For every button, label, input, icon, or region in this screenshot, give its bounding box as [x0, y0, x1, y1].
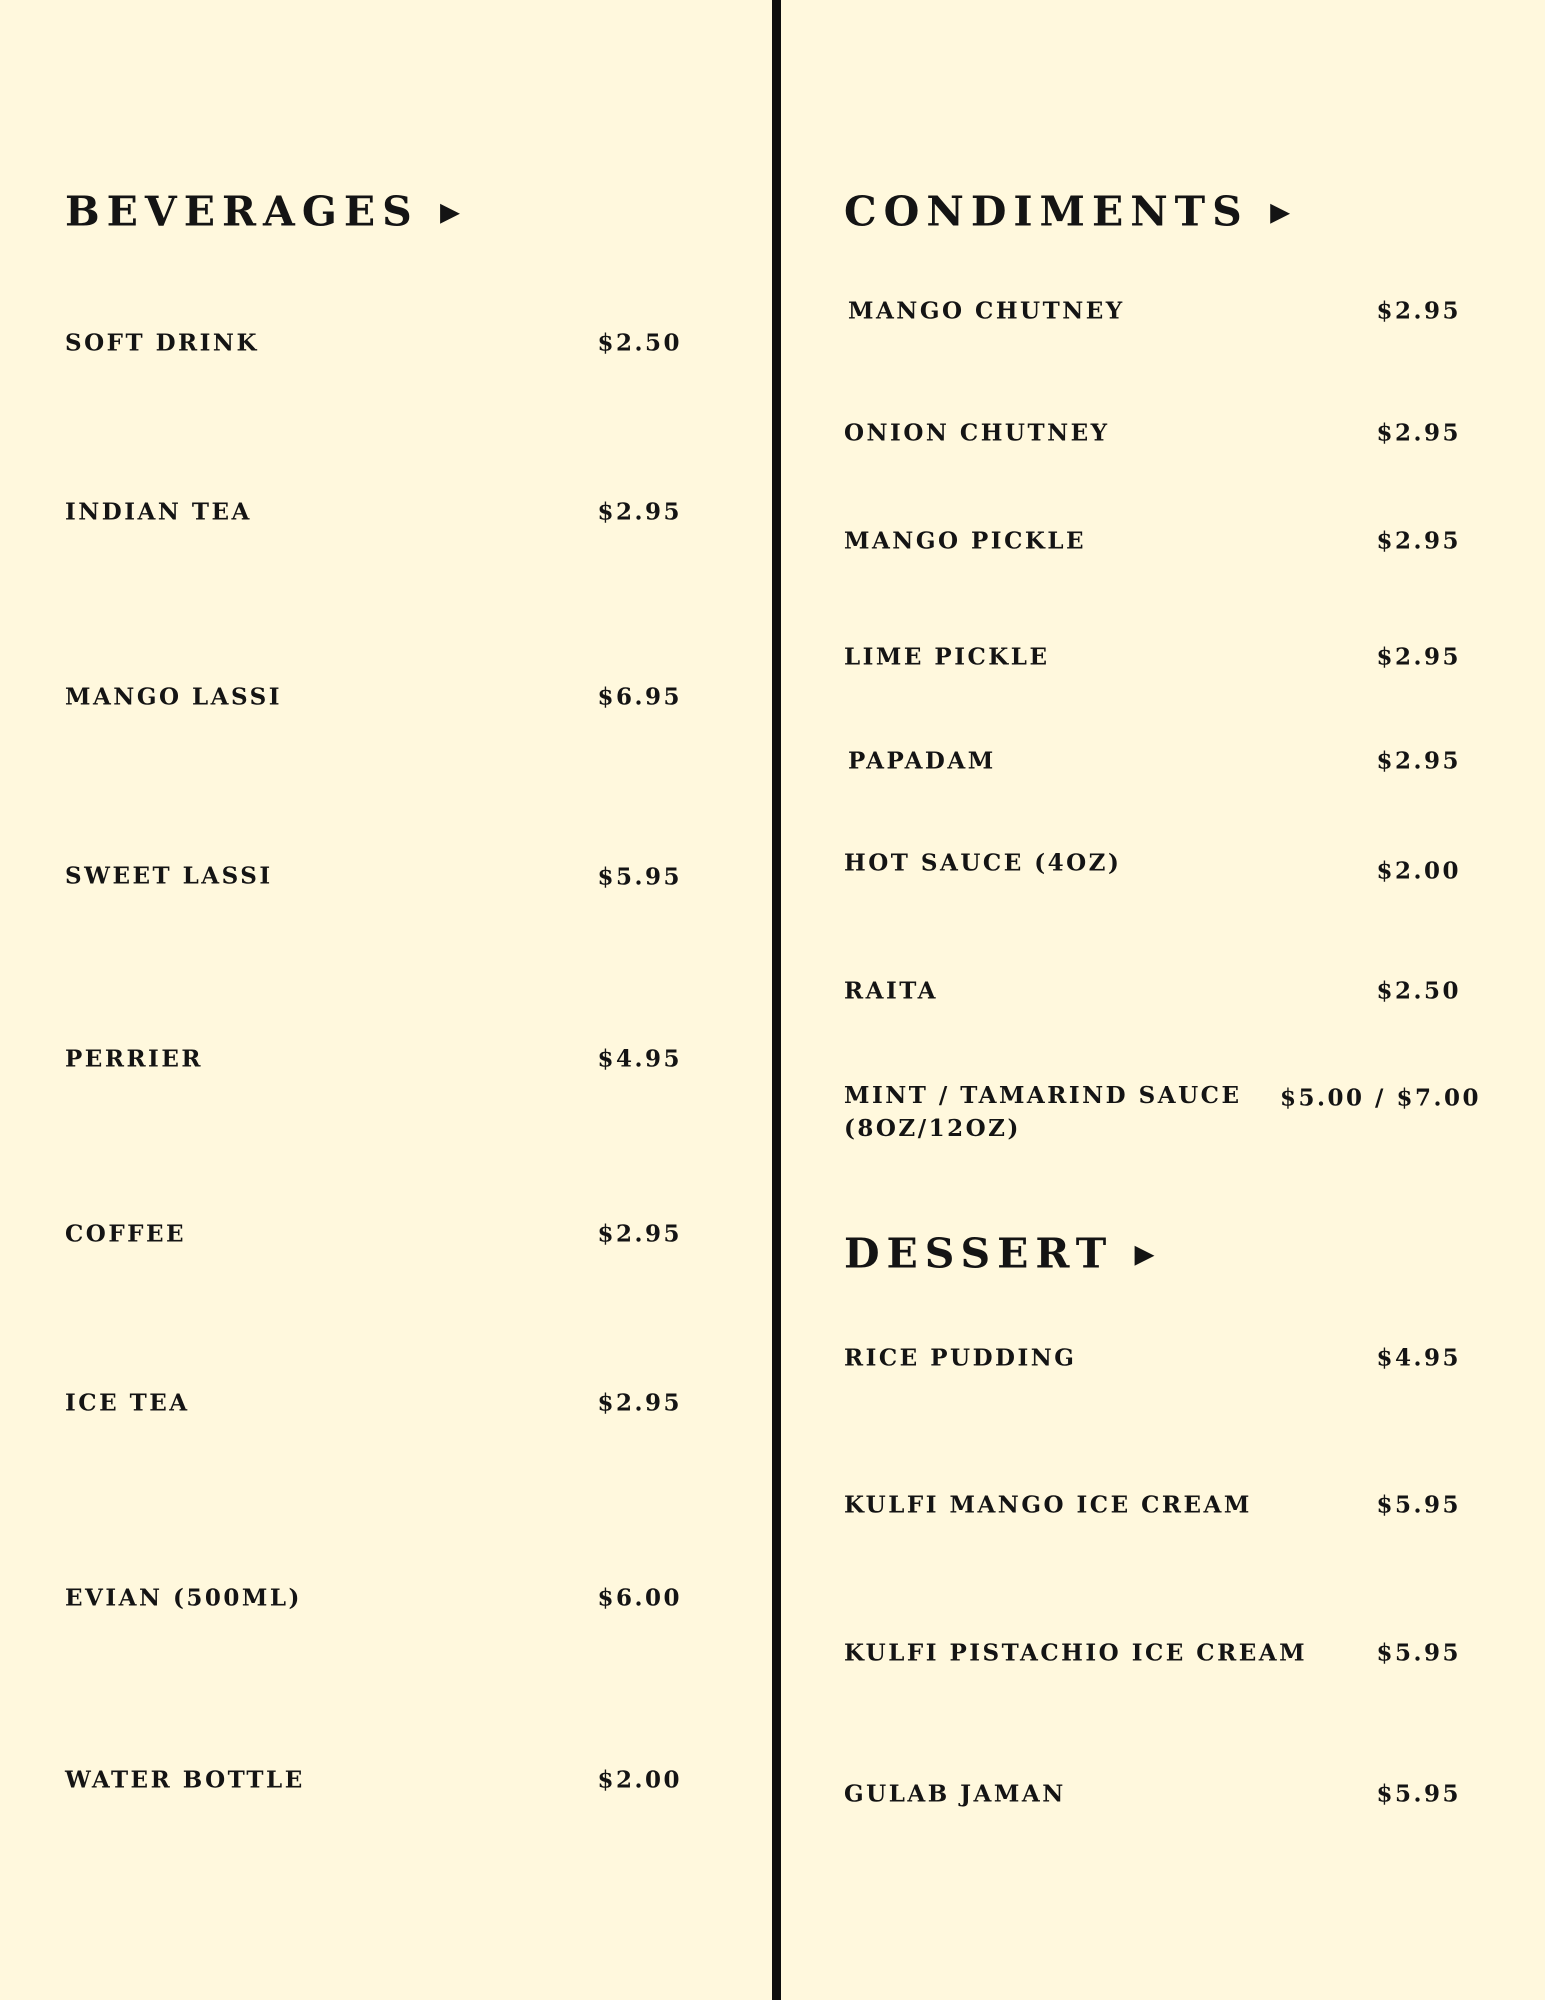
dessert-title: DESSERT [844, 1229, 1114, 1278]
menu-item-name: HOT SAUCE (4OZ) [844, 849, 1122, 877]
menu-item-name: RAITA [844, 977, 938, 1005]
menu-item-name: MANGO LASSI [65, 683, 283, 711]
menu-item-price: $2.95 [597, 498, 682, 526]
menu-item-price: $6.95 [597, 683, 682, 711]
menu-item-name: GULAB JAMAN [844, 1780, 1066, 1808]
menu-item-name: LIME PICKLE [844, 643, 1050, 671]
menu-item-price: $2.95 [597, 1389, 682, 1417]
menu-item-price: $5.95 [1376, 1780, 1461, 1808]
menu-item-name: EVIAN (500ML) [65, 1584, 302, 1612]
menu-item-name: PAPADAM [848, 747, 996, 775]
dessert-heading [844, 1229, 1155, 1278]
menu-item-name: SOFT DRINK [65, 329, 259, 357]
menu-item-price: $2.00 [1376, 857, 1461, 885]
condiments-title: CONDIMENTS [844, 187, 1249, 236]
menu-item-name: WATER BOTTLE [65, 1766, 305, 1794]
menu-item-price: $2.95 [1376, 527, 1461, 555]
menu-item-price: $5.95 [597, 863, 682, 891]
menu-item-price: $2.95 [1376, 297, 1461, 325]
arrow-right-icon: ▶ [1270, 197, 1291, 227]
column-divider [772, 0, 781, 2000]
menu-item-price: $2.95 [1376, 419, 1461, 447]
menu-item-price: $2.50 [597, 329, 682, 357]
menu-item-name: PERRIER [65, 1045, 203, 1073]
menu-item-price: $2.95 [1376, 643, 1461, 671]
menu-item-price: $5.95 [1376, 1491, 1461, 1519]
beverages-title: BEVERAGES [65, 187, 419, 236]
menu-item-name: COFFEE [65, 1220, 187, 1248]
menu-item-price: $2.95 [597, 1220, 682, 1248]
beverages-heading [65, 187, 461, 236]
menu-item-price: $6.00 [597, 1584, 682, 1612]
menu-item-name: SWEET LASSI [65, 862, 273, 890]
condiments-heading [844, 187, 1291, 236]
menu-item-name: MANGO CHUTNEY [848, 297, 1125, 325]
menu-item-name: ICE TEA [65, 1389, 190, 1417]
menu-item-price: $2.95 [1376, 747, 1461, 775]
arrow-right-icon: ▶ [440, 197, 461, 227]
menu-item-name: MINT / TAMARIND SAUCE (8OZ/12OZ) [844, 1082, 1242, 1143]
menu-item-name: RICE PUDDING [844, 1344, 1077, 1372]
menu-item-price: $2.00 [597, 1766, 682, 1794]
menu-item-price: $2.50 [1376, 977, 1461, 1005]
menu-item-price: $5.00 / $7.00 [1280, 1084, 1481, 1112]
menu-item-price: $5.95 [1376, 1639, 1461, 1667]
menu-item-name: INDIAN TEA [65, 498, 252, 526]
menu-item-price: $4.95 [1376, 1344, 1461, 1372]
menu-item-name: KULFI PISTACHIO ICE CREAM [844, 1639, 1308, 1667]
menu-item-name: MANGO PICKLE [844, 527, 1087, 555]
menu-item-price: $4.95 [597, 1045, 682, 1073]
menu-item-name: KULFI MANGO ICE CREAM [844, 1491, 1252, 1519]
menu-item-name: ONION CHUTNEY [844, 419, 1110, 447]
arrow-right-icon: ▶ [1134, 1239, 1155, 1269]
